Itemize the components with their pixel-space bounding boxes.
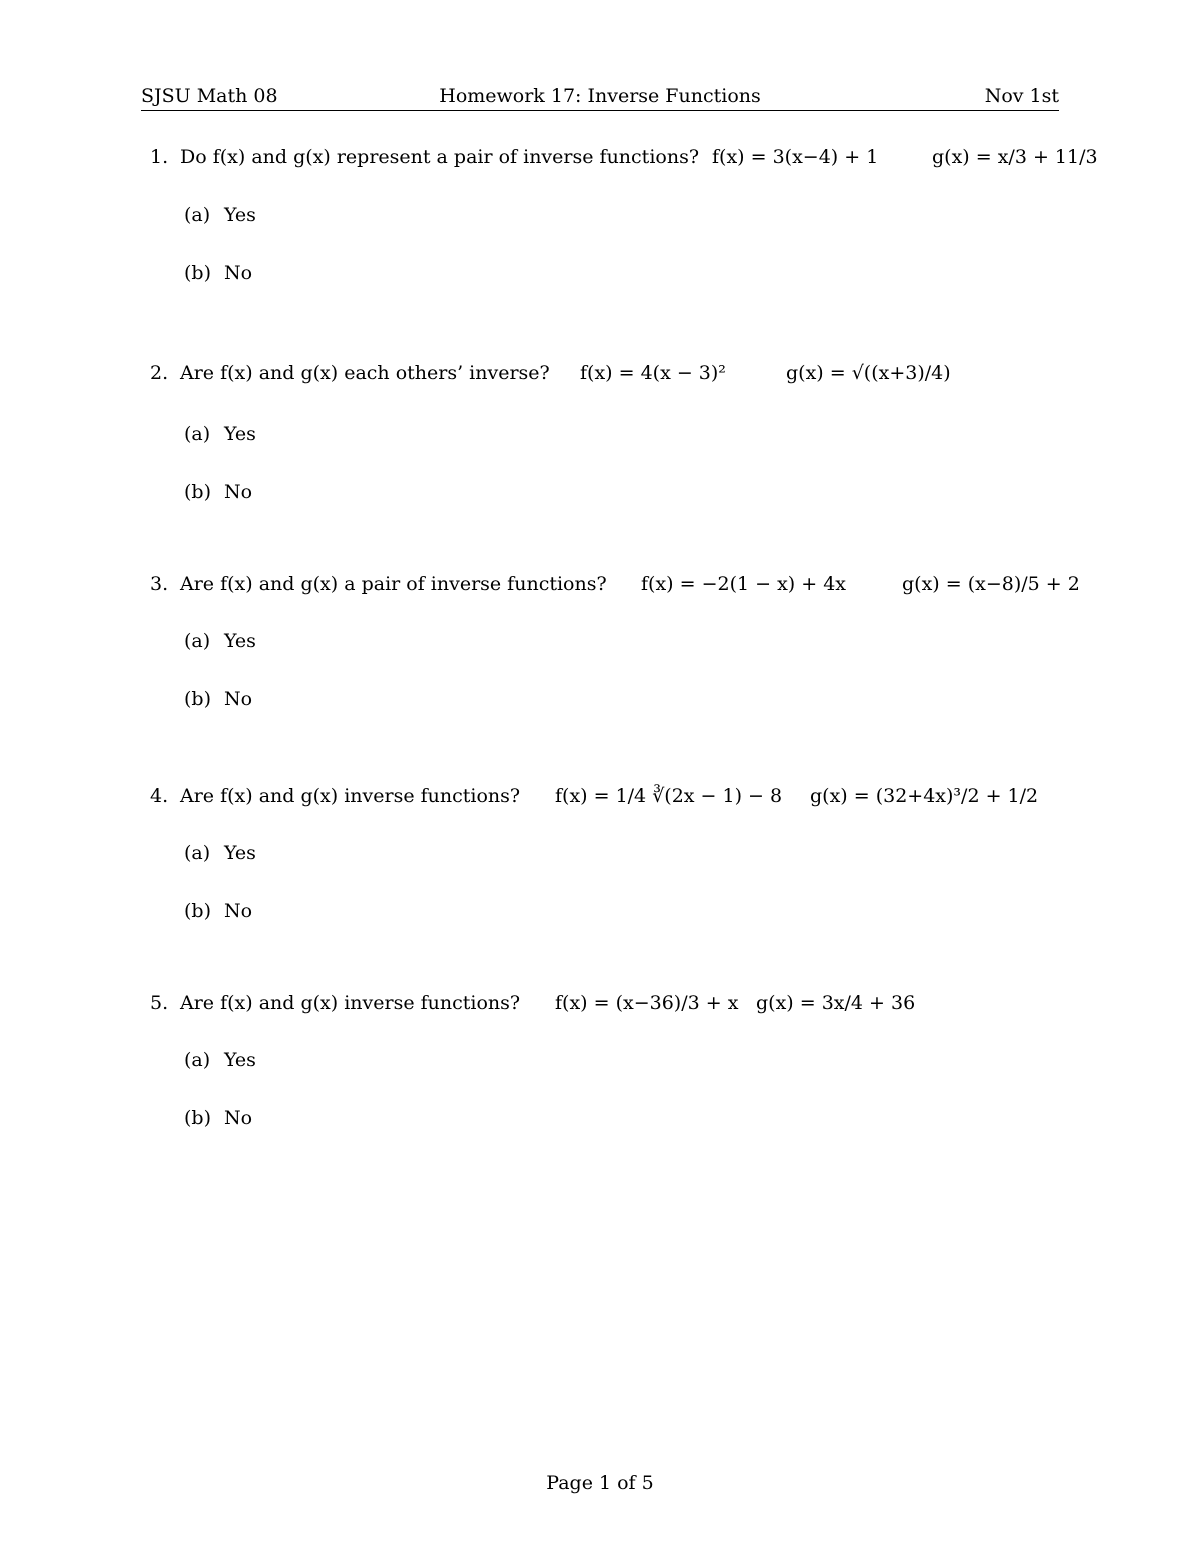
g-expression: g(x) = 3x/4 + 36	[756, 992, 916, 1014]
f-expression: f(x) = 3(x−4) + 1	[712, 146, 879, 168]
option-b[interactable]: (b) No	[184, 481, 253, 503]
option-b[interactable]: (b) No	[184, 900, 253, 922]
course-name: SJSU Math 08	[141, 85, 278, 107]
question-5	[150, 988, 1060, 1018]
page-footer: Page 1 of 5	[546, 1472, 654, 1494]
question-number: 2.	[150, 362, 169, 384]
g-expression: g(x) = (32+4x)³/2 + 1/2	[810, 785, 1039, 807]
option-b[interactable]: (b) No	[184, 1107, 253, 1129]
option-a[interactable]: (a) Yes	[184, 423, 256, 445]
question-text: Are f(x) and g(x) a pair of inverse functions?	[180, 573, 607, 595]
option-a[interactable]: (a) Yes	[184, 1049, 256, 1071]
option-a[interactable]: (a) Yes	[184, 630, 256, 652]
question-number: 1.	[150, 146, 169, 168]
date: Nov 1st	[984, 85, 1059, 107]
g-expression: g(x) = √((x+3)/4)	[786, 362, 951, 384]
f-expression: f(x) = (x−36)/3 + x	[555, 992, 739, 1014]
option-b[interactable]: (b) No	[184, 688, 253, 710]
question-number: 4.	[150, 785, 169, 807]
option-a[interactable]: (a) Yes	[184, 842, 256, 864]
question-3	[150, 569, 1080, 599]
question-4	[150, 781, 1060, 811]
page-header	[141, 84, 1059, 111]
g-expression: g(x) = x/3 + 11/3	[932, 146, 1098, 168]
f-expression: f(x) = 4(x − 3)²	[580, 362, 726, 384]
f-expression: f(x) = −2(1 − x) + 4x	[641, 573, 847, 595]
g-expression: g(x) = (x−8)/5 + 2	[902, 573, 1080, 595]
question-number: 3.	[150, 573, 169, 595]
question-text: Are f(x) and g(x) inverse functions?	[180, 992, 521, 1014]
question-text: Do f(x) and g(x) represent a pair of inverse functions?	[180, 146, 700, 168]
homework-title: Homework 17: Inverse Functions	[439, 85, 761, 107]
question-1	[150, 142, 1098, 172]
question-number: 5.	[150, 992, 169, 1014]
option-b[interactable]: (b) No	[184, 262, 253, 284]
question-2	[150, 358, 1060, 388]
question-text: Are f(x) and g(x) inverse functions?	[180, 785, 521, 807]
question-text: Are f(x) and g(x) each others’ inverse?	[180, 362, 550, 384]
f-expression: f(x) = 1/4 ∛(2x − 1) − 8	[555, 785, 783, 807]
option-a[interactable]: (a) Yes	[184, 204, 256, 226]
